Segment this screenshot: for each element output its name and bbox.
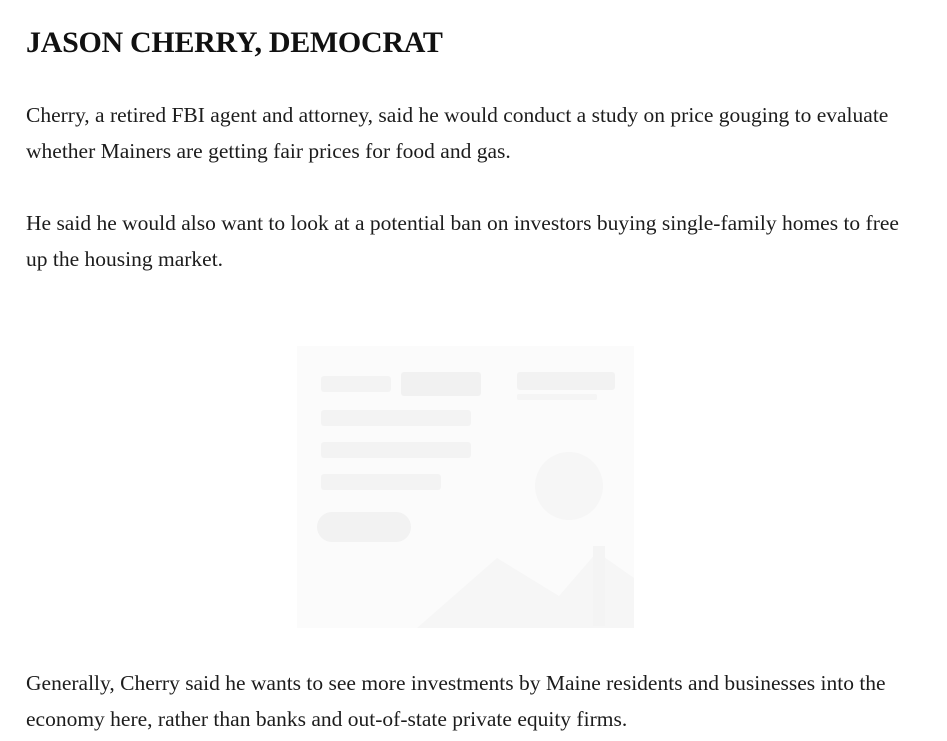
article-paragraph-1: Cherry, a retired FBI agent and attorney, said he would conduct a study on price gouging to evaluate whether Mainers are getting fair prices for food and gas. <box>26 103 889 163</box>
ad-artwork <box>297 346 634 628</box>
advertisement-slot[interactable] <box>297 316 634 628</box>
article-paragraph-3: Generally, Cherry said he wants to see more investments by Maine residents and businesses into the economy here, rather than banks and out-of-state private equity firms. <box>26 671 886 731</box>
section-heading: JASON CHERRY, DEMOCRAT <box>26 26 443 59</box>
advertisement-image[interactable] <box>297 346 634 628</box>
article-paragraph-2: He said he would also want to look at a potential ban on investors buying single-family homes to free up the housing market. <box>26 211 899 271</box>
